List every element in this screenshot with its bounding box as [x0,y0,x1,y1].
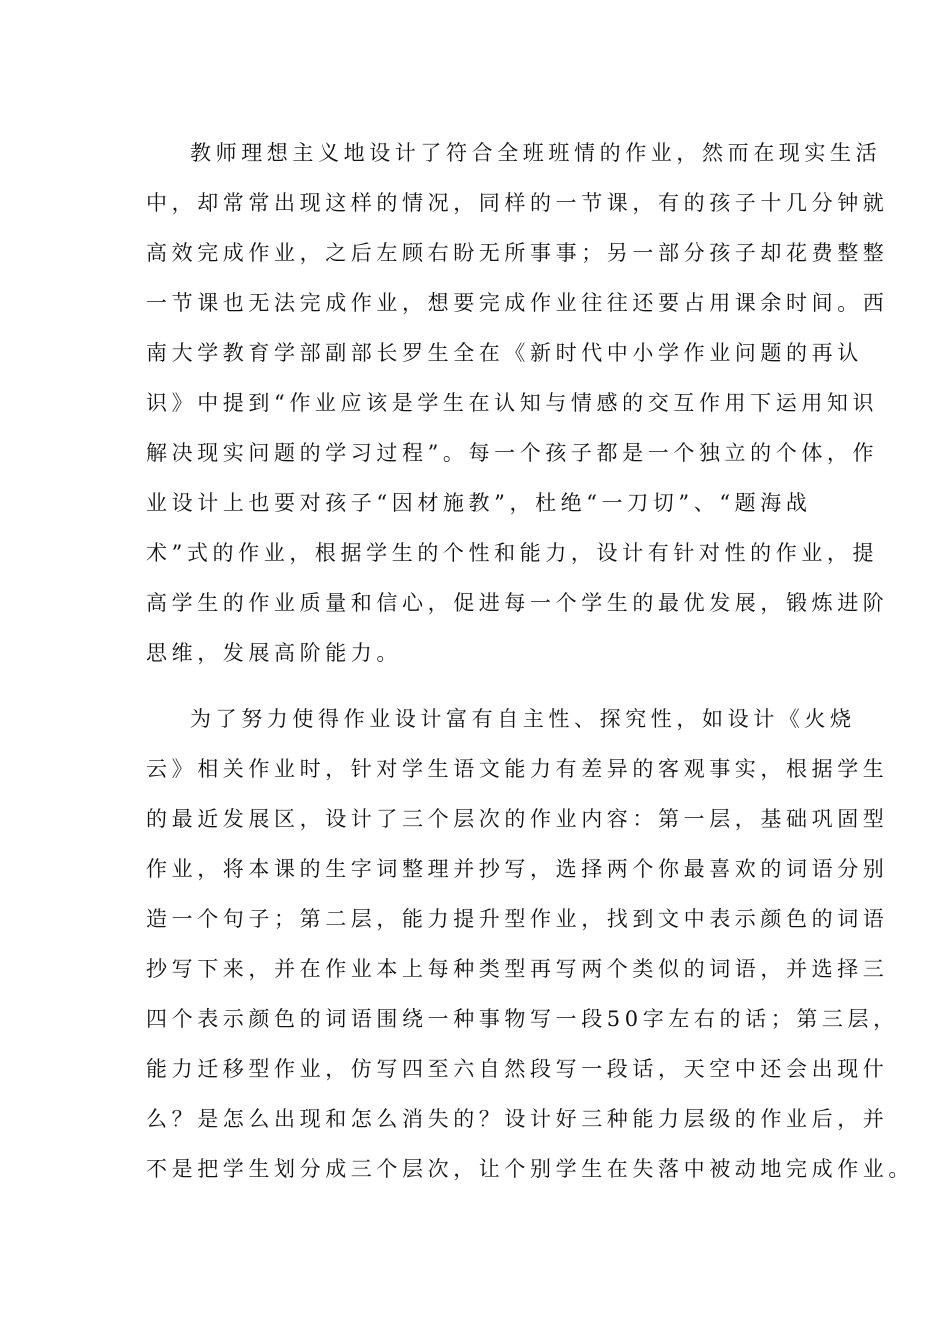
paragraph-line: 抄写下来，并在作业本上每种类型再写两个类似的词语，并选择三 [146,957,889,981]
paragraph-line: 不是把学生划分成三个层次，让个别学生在失落中被动地完成作业。 [146,1157,914,1181]
paragraph-line: 么？是怎么出现和怎么消失的？设计好三种能力层级的作业后，并 [146,1107,889,1131]
paragraph-line: 业设计上也要对孩子“因材施教”，杜绝“一刀切”、“题海战 [146,491,812,515]
paragraph-line: 云》相关作业时，针对学生语文能力有差异的客观事实，根据学生 [146,757,889,781]
paragraph-line: 能力迁移型作业，仿写四至六自然段写一段话，天空中还会出现什 [146,1057,889,1081]
paragraph-line: 四个表示颜色的词语围绕一种事物写一段50字左右的话；第三层， [146,1007,899,1031]
paragraph-line: 识》中提到“作业应该是学生在认知与情感的交互作用下运用知识 [146,391,879,415]
paragraph-line: 教师理想主义地设计了符合全班班情的作业，然而在现实生活 [190,141,882,165]
paragraph-line: 一节课也无法完成作业，想要完成作业往往还要占用课余时间。西 [146,291,889,315]
document-body [146,128,914,1194]
paragraph-line: 术”式的作业，根据学生的个性和能力，设计有针对性的作业，提 [146,541,879,565]
paragraph-line: 高效完成作业，之后左顾右盼无所事事；另一部分孩子却花费整整 [146,241,889,265]
paragraph-line: 中，却常常出现这样的情况，同样的一节课，有的孩子十几分钟就 [146,191,889,215]
paragraph-1 [146,128,889,678]
paragraph-line: 解决现实问题的学习过程”。每一个孩子都是一个独立的个体，作 [146,441,879,465]
paragraph-line: 作业，将本课的生字词整理并抄写，选择两个你最喜欢的词语分别 [146,857,889,881]
paragraph-line: 的最近发展区，设计了三个层次的作业内容：第一层，基础巩固型 [146,807,889,831]
paragraph-line: 南大学教育学部副部长罗生全在《新时代中小学作业问题的再认 [146,341,863,365]
paragraph-line: 思维，发展高阶能力。 [146,641,402,665]
paragraph-line: 造一个句子；第二层，能力提升型作业，找到文中表示颜色的词语 [146,907,889,931]
paragraph-line: 为了努力使得作业设计富有自主性、探究性，如设计《火烧 [190,707,856,731]
paragraph-2 [146,694,914,1194]
paragraph-line: 高学生的作业质量和信心，促进每一个学生的最优发展，锻炼进阶 [146,591,889,615]
paragraph-spacer [146,678,826,694]
